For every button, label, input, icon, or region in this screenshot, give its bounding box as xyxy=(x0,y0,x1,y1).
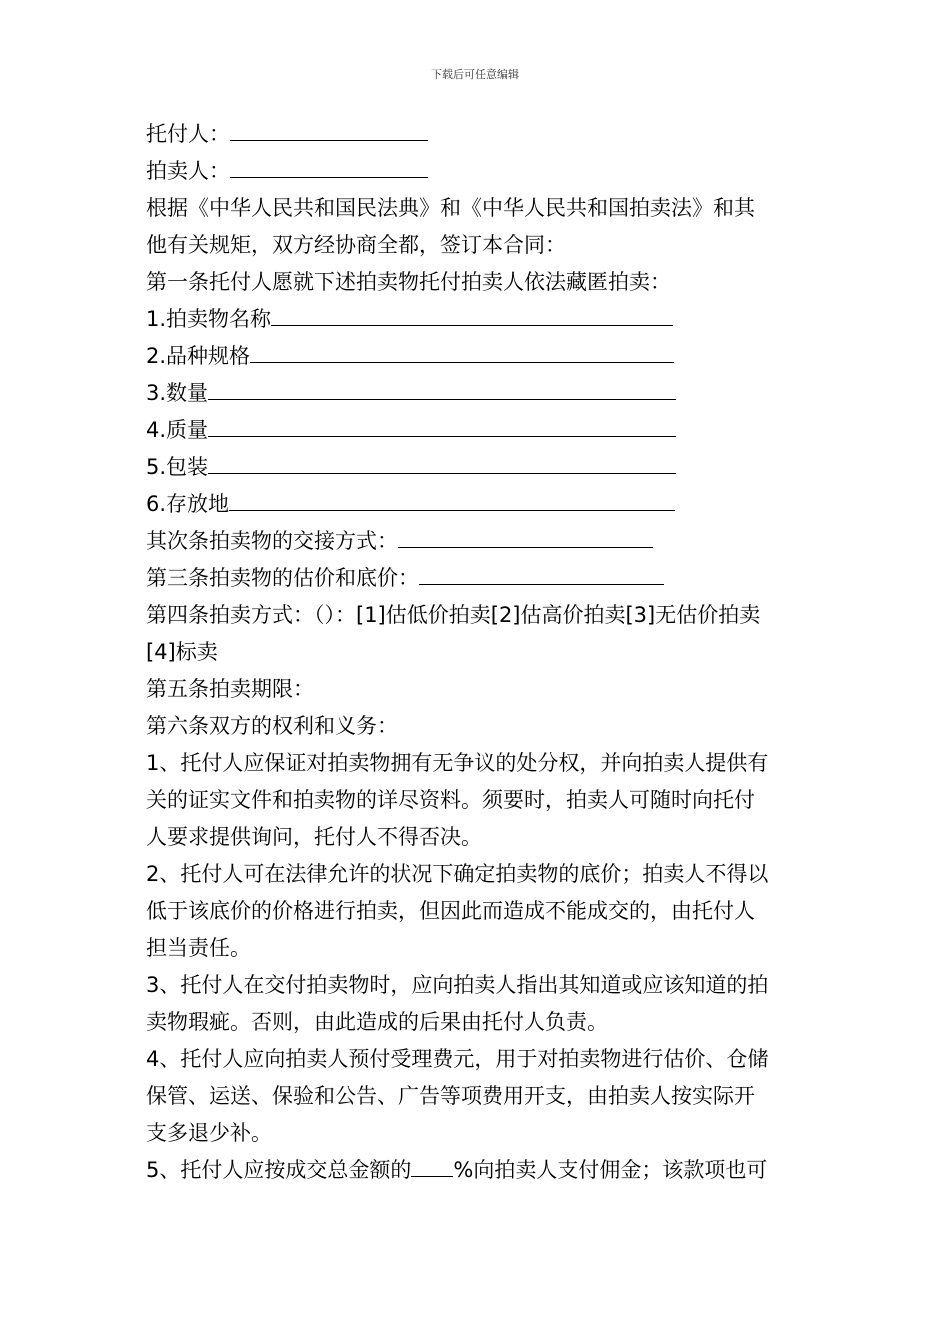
blank-line[interactable] xyxy=(230,159,428,178)
field-item-spec: 2.品种规格 xyxy=(146,338,814,375)
article-2-handover: 其次条拍卖物的交接方式： xyxy=(146,523,814,560)
blank-line[interactable] xyxy=(229,492,675,511)
blank-line[interactable] xyxy=(411,1158,453,1177)
paragraph-line: 4、托付人应向拍卖人预付受理费元，用于对拍卖物进行估价、仓储 xyxy=(146,1047,769,1071)
article-4-method: 第四条拍卖方式：（）：[1]估低价拍卖[2]估高价拍卖[3]无估价拍卖 xyxy=(146,603,761,627)
commission-clause: 5、托付人应按成交总金额的 %向拍卖人支付佣金；该款项也可 xyxy=(146,1158,768,1182)
paragraph-line: 2、托付人可在法律允许的状况下确定拍卖物的底价；拍卖人不得以 xyxy=(146,862,769,886)
paragraph-line: 1、托付人应保证对拍卖物拥有无争议的处分权，并向拍卖人提供有 xyxy=(146,751,769,775)
field-storage-location: 6.存放地 xyxy=(146,486,814,523)
article-3-valuation: 第三条拍卖物的估价和底价： xyxy=(146,560,814,597)
document-body xyxy=(146,116,814,1189)
paragraph-line: 3、托付人在交付拍卖物时，应向拍卖人指出其知道或应该知道的拍 xyxy=(146,973,769,997)
paragraph-line: 保管、运送、保验和公告、广告等项费用开支，由拍卖人按实际开 xyxy=(146,1084,755,1108)
blank-line[interactable] xyxy=(208,455,676,474)
paragraph-line: 人要求提供询问，托付人不得否决。 xyxy=(146,825,482,849)
blank-line[interactable] xyxy=(250,344,674,363)
article-5-term: 第五条拍卖期限： xyxy=(146,677,314,701)
article-1-heading: 第一条托付人愿就下述拍卖物托付拍卖人依法藏匿拍卖： xyxy=(146,270,671,294)
blank-line[interactable] xyxy=(208,418,676,437)
article-6-heading: 第六条双方的权利和义务： xyxy=(146,714,398,738)
blank-line[interactable] xyxy=(419,566,664,585)
paragraph-line: 卖物瑕疵。否则，由此造成的后果由托付人负责。 xyxy=(146,1010,608,1034)
field-quality: 4.质量 xyxy=(146,412,814,449)
blank-line[interactable] xyxy=(398,529,653,548)
paragraph-line: 关的证实文件和拍卖物的详尽资料。须要时，拍卖人可随时向托付 xyxy=(146,788,755,812)
blank-line[interactable] xyxy=(230,122,428,141)
field-auctioneer: 拍卖人： xyxy=(146,153,814,190)
blank-line[interactable] xyxy=(271,307,673,326)
field-item-name: 1.拍卖物名称 xyxy=(146,301,814,338)
blank-line[interactable] xyxy=(208,381,676,400)
paragraph-line: 他有关规矩，双方经协商全都，签订本合同： xyxy=(146,233,566,257)
paragraph-line: 根据《中华人民共和国民法典》和《中华人民共和国拍卖法》和其 xyxy=(146,196,755,220)
field-quantity: 3.数量 xyxy=(146,375,814,412)
page-header: 下载后可任意编辑 xyxy=(431,68,519,81)
paragraph-line: 低于该底价的价格进行拍卖，但因此而造成不能成交的，由托付人 xyxy=(146,899,755,923)
paragraph-line: 担当责任。 xyxy=(146,936,251,960)
field-consignor: 托付人： xyxy=(146,116,814,153)
paragraph-line: [4]标卖 xyxy=(146,640,218,664)
paragraph-line: 支多退少补。 xyxy=(146,1121,272,1145)
field-packaging: 5.包装 xyxy=(146,449,814,486)
